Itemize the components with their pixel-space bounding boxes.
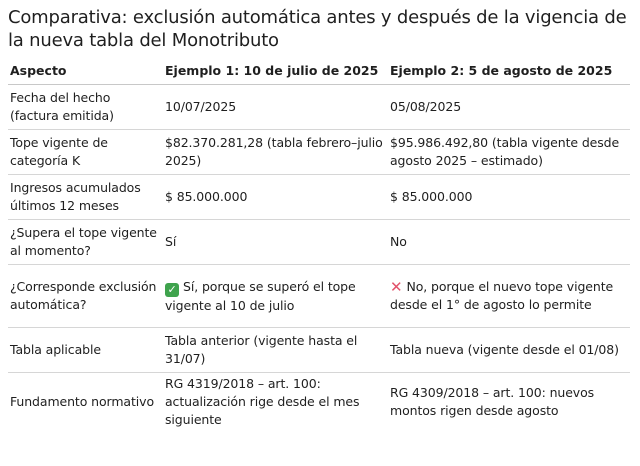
table-row [8, 265, 630, 328]
table-row [8, 85, 630, 130]
cell-example-1: 10/07/2025 [163, 85, 388, 130]
cell-example-1-text: Sí, porque se superó el tope vigente al 10 de julio [165, 278, 356, 313]
cell-aspect: ¿Supera el tope vigente al momento? [8, 220, 163, 265]
cell-aspect: ¿Corresponde exclusión automática? [8, 265, 163, 328]
table-row [8, 175, 630, 220]
cell-example-2 [388, 265, 630, 328]
cell-example-2: $95.986.492,80 (tabla vigente desde agosto 2025 – estimado) [388, 130, 630, 175]
cross-mark-icon: ✕ [390, 278, 403, 296]
cell-aspect: Fecha del hecho (factura emitida) [8, 85, 163, 130]
header-example-1: Ejemplo 1: 10 de julio de 2025 [163, 58, 388, 85]
cell-aspect: Tope vigente de categoría K [8, 130, 163, 175]
cell-example-2: No [388, 220, 630, 265]
cell-example-1 [163, 265, 388, 328]
comparison-table [8, 58, 630, 431]
cell-example-2-text: No, porque el nuevo tope vigente desde el 1° de agosto lo permite [390, 279, 614, 312]
cell-example-2: RG 4309/2018 – art. 100: nuevos montos rigen desde agosto [390, 385, 595, 418]
cell-aspect: Ingresos acumulados últimos 12 meses [8, 175, 163, 220]
cell-example-2: 05/08/2025 [388, 85, 630, 130]
table-header-row [8, 58, 630, 85]
check-mark-icon: ✓ [165, 283, 179, 297]
table-row [8, 328, 630, 373]
cell-aspect: Tabla aplicable [8, 328, 163, 373]
table-row [8, 130, 630, 175]
cell-example-2: Tabla nueva (vigente desde el 01/08) [388, 328, 630, 373]
header-aspect: Aspecto [8, 58, 163, 85]
cell-aspect: Fundamento normativo [10, 394, 155, 409]
cell-example-2: $ 85.000.000 [388, 175, 630, 220]
page-title: Comparativa: exclusión automática antes y después de la vigencia de la nueva tabla del Monotributo [8, 7, 627, 51]
cell-example-1: $ 85.000.000 [163, 175, 388, 220]
cell-example-1: RG 4319/2018 – art. 100: actualización rige desde el mes siguiente [165, 376, 360, 427]
header-example-2: Ejemplo 2: 5 de agosto de 2025 [388, 58, 630, 85]
table-row [8, 220, 630, 265]
cell-example-1: $82.370.281,28 (tabla febrero–julio 2025) [163, 130, 388, 175]
cell-example-1: Tabla anterior (vigente hasta el 31/07) [163, 328, 388, 373]
table-row [8, 373, 630, 432]
cell-example-1: Sí [163, 220, 388, 265]
